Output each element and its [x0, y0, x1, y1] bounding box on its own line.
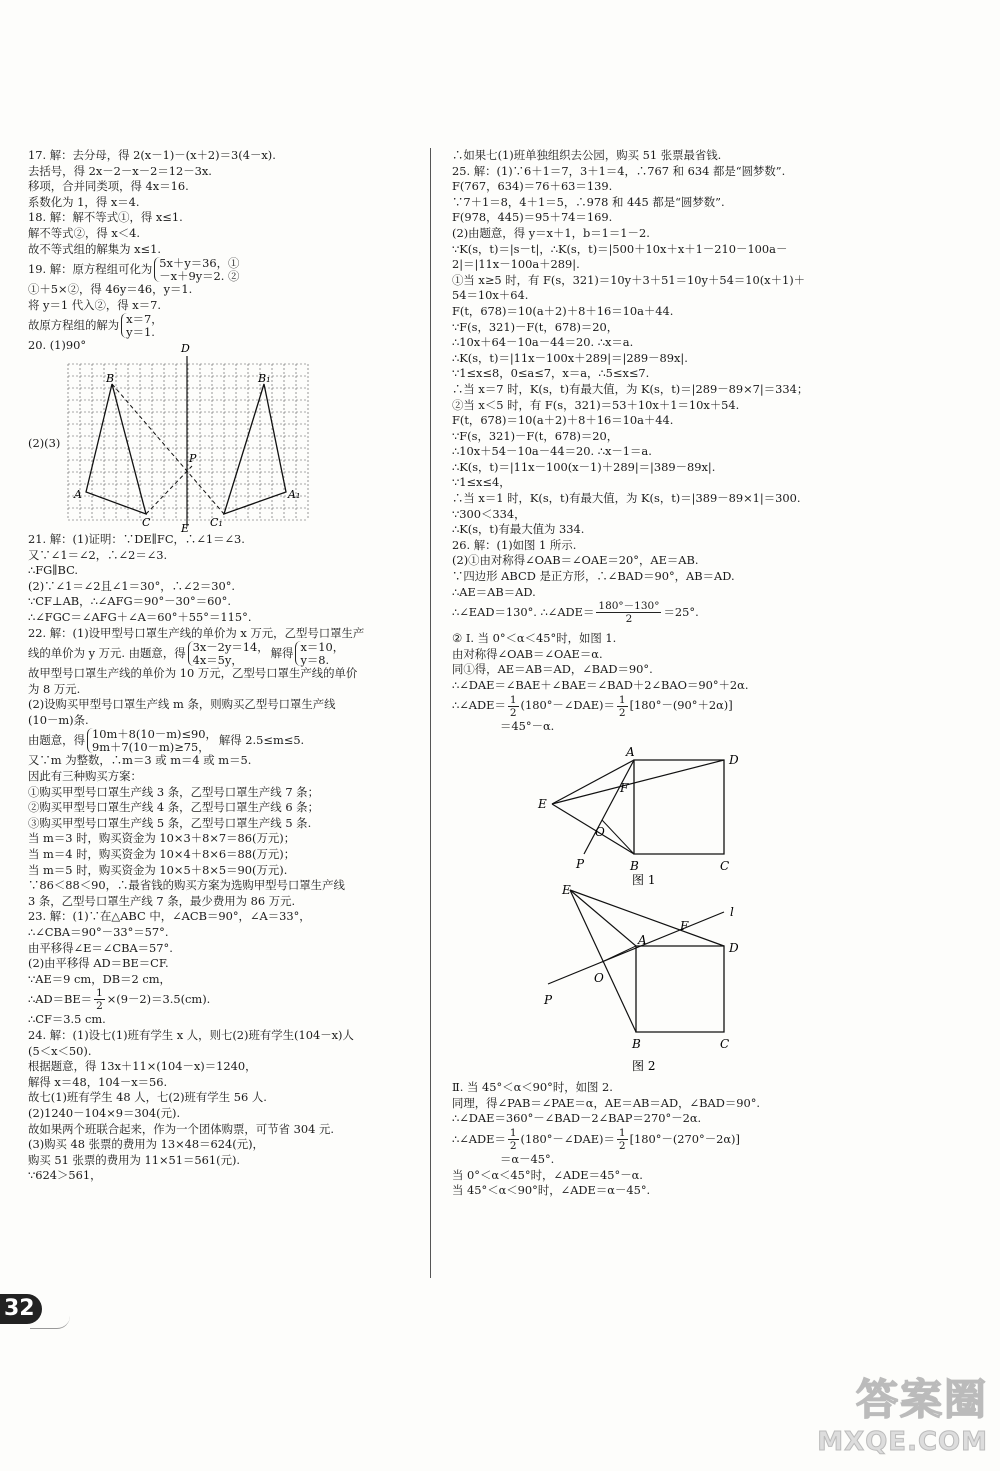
- watermark-title: 答案圈: [855, 1375, 988, 1424]
- q22-system2: [87, 728, 217, 753]
- figure-1: [452, 734, 842, 888]
- q22-system2-row: [28, 728, 428, 753]
- fig1-label-o: O: [595, 825, 605, 840]
- q19-sol-intro: 故原方程组的解为: [28, 318, 120, 333]
- fraction-denominator: 2: [625, 613, 633, 626]
- answer-line: ∵F(s，321)－F(t，678)＝20，: [452, 319, 619, 334]
- q24-line: 根据题意，得 13x＋11×(104－x)＝1240，: [28, 1059, 257, 1074]
- q23-line: ∵AE＝9 cm，DB＝2 cm，: [28, 971, 171, 986]
- q26-half-b: [617, 694, 628, 719]
- q26-fraction-row3: [452, 1127, 842, 1152]
- q22-line: ②购买甲型号口罩生产线 4 条，乙型号口罩生产线 6 条；: [28, 800, 319, 815]
- answer-line: ∵四边形 ABCD 是正方形，∴∠BAD＝90°，AB＝AD.: [452, 569, 735, 584]
- fig2-label-b: B: [632, 1037, 641, 1052]
- q22-eq2: 4x＝5y，: [192, 652, 243, 667]
- label-e: E: [181, 521, 190, 535]
- q24-line: 购买 51 张票的费用为 11×51＝561(元).: [28, 1152, 241, 1167]
- q22-eq1: 3x－2y＝14，: [192, 640, 269, 655]
- fig2-label-p: P: [544, 993, 553, 1008]
- answer-line: ∴K(s，t)＝|11x－100x＋289|＝|289－89x|.: [452, 350, 688, 365]
- q17-line: 移项，合并同类项，得 4x＝16.: [28, 179, 189, 194]
- label-a1: A₁: [288, 487, 301, 501]
- q26-line: 同①得，AE＝AB＝AD，∠BAD＝90°.: [452, 662, 653, 677]
- fraction-denominator: 2: [509, 706, 517, 719]
- q24-line: 故七(1)班有学生 48 人，七(2)班有学生 56 人.: [28, 1090, 267, 1105]
- q23-b-post: ×(9－2)＝3.5(cm).: [106, 992, 211, 1007]
- figure-2: [452, 884, 842, 1080]
- segment-ea: [570, 890, 636, 946]
- q18-block: [28, 210, 428, 257]
- q22-d-pre: 由题意，得: [28, 733, 85, 748]
- line-pa: [584, 760, 634, 854]
- label-b: B: [106, 371, 115, 385]
- q26-a-post: ＝25°.: [663, 604, 699, 619]
- q26-line: Ⅱ. 当 45°＜α＜90°时，如图 2.: [452, 1080, 613, 1095]
- q26-fraction-row2: [452, 694, 842, 719]
- fig2-label-l: l: [730, 905, 734, 920]
- q22-line: (2)设购买甲型号口罩生产线 m 条，则购买乙型号口罩生产线: [28, 697, 336, 712]
- page-number: 32: [4, 1296, 35, 1321]
- q19-solution: [121, 313, 162, 338]
- q22-line: 22. 解：(1)设甲型号口罩生产线的单价为 x 万元，乙型号口罩生产: [28, 625, 365, 640]
- fraction-denominator: 2: [509, 1139, 517, 1152]
- q22-pre: 线的单价为 y 万元. 由题意，得: [28, 645, 186, 660]
- q17-line: 去括号，得 2x－2－x－2＝12－3x.: [28, 163, 212, 178]
- q26-line: ∴∠DAE＝360°－∠BAD－2∠BAP＝270°－2α.: [452, 1111, 702, 1126]
- q22-line: (10－m)条.: [28, 712, 89, 727]
- fig2-label-c: C: [720, 1037, 730, 1052]
- answer-line: ∴当 x＝7 时，K(s，t)有最大值，为 K(s，t)＝|289－89×7|＝334；: [452, 381, 809, 396]
- segment-eb: [552, 804, 634, 854]
- q18-line: 故不等式组的解集为 x≤1.: [28, 241, 161, 256]
- answer-line: ∴10x＋54－10a－44＝20. ∴x－1＝a.: [452, 444, 652, 459]
- fraction-numerator: 180°－130°: [598, 600, 660, 613]
- q22-line: ③购买甲型号口罩生产线 5 条，乙型号口罩生产线 5 条.: [28, 815, 312, 830]
- q22-line: 因此有三种购买方案：: [28, 769, 142, 784]
- watermark: [788, 1367, 988, 1467]
- triangle-a1b1c1: [224, 384, 286, 514]
- q19-eq2: －x＋9y＝2. ②: [159, 268, 240, 283]
- q20-part1: 20. (1)90°: [28, 338, 87, 353]
- q22-system1: [188, 641, 269, 666]
- q19-sol-y: y＝1.: [126, 324, 155, 339]
- fraction-denominator: 2: [618, 706, 626, 719]
- label-c: C: [142, 515, 151, 529]
- q22-line: 又∵m 为整数，∴m＝3 或 m＝4 或 m＝5.: [28, 753, 252, 768]
- q21-line: 21. 解：(1)证明：∵DE∥FC，∴∠1＝∠3.: [28, 531, 245, 546]
- q22-line: 故甲型号口罩生产线的单价为 10 万元，乙型号口罩生产线的单价: [28, 666, 358, 681]
- square-abcd: [634, 760, 724, 854]
- q22-line: 当 m＝5 时，购买资金为 10×5＋8×5＝90(万元).: [28, 862, 288, 877]
- q26-e-mid: (180°－∠DAE)＝: [520, 1131, 615, 1146]
- segment-cp: [146, 466, 192, 514]
- page-number-tab: [0, 1290, 48, 1330]
- answer-line: F(t，678)＝10(a＋2)＋8＋16＝10a＋44.: [452, 413, 674, 428]
- q17-line: 17. 解：去分母，得 2(x－1)－(x＋2)＝3(4－x).: [28, 148, 276, 162]
- q19-system-row: [28, 257, 428, 282]
- q22-ineq1: 10m＋8(10－m)≤90，: [91, 727, 217, 742]
- fraction-numerator: 1: [96, 987, 103, 1000]
- fig2-label-f: F: [680, 919, 689, 934]
- q26-half-a: [508, 694, 519, 719]
- fig1-caption: 图 1: [632, 873, 656, 888]
- fraction-denominator: 2: [618, 1139, 626, 1152]
- fig2-label-e: E: [562, 883, 571, 898]
- segment-oa: [602, 946, 636, 962]
- q24-line: 故如果两个班联合起来，作为一个团体购票，可节省 304 元.: [28, 1121, 334, 1136]
- answer-line: 54＝10x＋64.: [452, 288, 529, 303]
- q20-grid-figure: [60, 341, 360, 535]
- answer-line: ∵1≤x≤8，0≤a≤7，x＝a，∴5≤x≤7.: [452, 366, 650, 381]
- q24-line: 24. 解：(1)设七(1)班有学生 x 人，则七(2)班有学生(104－x)人: [28, 1027, 354, 1042]
- answer-line: ②当 x＜5 时，有 F(s，321)＝53＋10x＋1＝10x＋54.: [452, 397, 740, 412]
- q26-line: 由对称得∠OAB＝∠OAE＝α.: [452, 646, 603, 661]
- q21-line: 又∵∠1＝∠2，∴∠2＝∠3.: [28, 547, 168, 562]
- fig1-label-p: P: [576, 857, 585, 872]
- q22-block: [28, 626, 428, 910]
- q22-line: 当 m＝4 时，购买资金为 10×4＋8×6＝88(万元)；: [28, 847, 296, 862]
- q22-d-post: 解得 2.5≤m≤5.: [218, 733, 305, 748]
- q19-solution-row: [28, 313, 428, 338]
- q22-system-row: [28, 641, 428, 666]
- q22-solution1: [295, 641, 344, 666]
- answer-line: ∵F(s，321)－F(t，678)＝20，: [452, 428, 619, 443]
- fig2-caption: 图 2: [632, 1059, 656, 1074]
- fig2-label-d: D: [729, 941, 739, 956]
- column-divider: [430, 148, 431, 1278]
- fraction-numerator: 1: [509, 1126, 517, 1139]
- q24-end-line: ∴如果七(1)班单独组织去公园，购买 51 张票最省钱.: [452, 148, 722, 162]
- q26-fraction1: [596, 600, 661, 625]
- q21-line: ∵CF⊥AB，∴∠AFG＝90°－30°＝60°.: [28, 594, 231, 609]
- q23-line: ∴CF＝3.5 cm.: [28, 1012, 106, 1027]
- segment-ed: [570, 890, 724, 946]
- q26-c-pre: ∴∠ADE＝: [452, 698, 506, 713]
- q24-line: ∵624＞561，: [28, 1168, 102, 1183]
- answer-line: F(978，445)＝95＋74＝169.: [452, 210, 613, 225]
- q19-block: [28, 257, 428, 338]
- answer-line: ∵K(s，t)＝|s－t|，∴K(s，t)＝|500＋10x＋x＋1－210－100a－: [452, 241, 788, 256]
- answer-line: ∴AE＝AB＝AD.: [452, 584, 536, 599]
- q22-line: ∵86＜88＜90，∴最省钱的购买方案为选购甲型号口罩生产线: [28, 878, 345, 893]
- q23-line: ∴∠CBA＝90°－33°＝57°.: [28, 925, 169, 939]
- q23-line: 23. 解：(1)∵在△ABC 中，∠ACB＝90°，∠A＝33°，: [28, 909, 311, 924]
- q24-block: [28, 1028, 428, 1184]
- q19-sol-x: x＝7，: [126, 312, 163, 327]
- q19-system: [154, 257, 239, 282]
- q26-line: 同理，得∠PAB＝∠PAE＝α，AE＝AB＝AD，∠BAD＝90°.: [452, 1095, 761, 1110]
- q19-intro: 19. 解：原方程组可化为: [28, 261, 153, 276]
- fig1-label-e: E: [538, 797, 547, 812]
- label-a: A: [74, 487, 82, 501]
- q26-line: 当 0°＜α＜45°时，∠ADE＝45°－α.: [452, 1167, 643, 1182]
- fraction-denominator: 2: [96, 1000, 103, 1013]
- label-p: P: [189, 451, 197, 465]
- answer-line: ∴K(s，t)＝|11x－100(x－1)＋289|＝|389－89x|.: [452, 459, 716, 474]
- fig2-label-a: A: [638, 933, 647, 948]
- left-column: [28, 148, 428, 1184]
- q20-part-label: (2)(3): [28, 435, 61, 450]
- q23-line: (2)由平移得 AD＝BE＝CF.: [28, 956, 169, 971]
- q24-line: 解得 x＝48，104－x＝56.: [28, 1074, 168, 1089]
- q24-line: (3)购买 48 张票的费用为 13×48＝624(元)，: [28, 1137, 264, 1152]
- q26-half-d: [617, 1127, 628, 1152]
- q17-block: [28, 148, 428, 210]
- right-column: [452, 148, 842, 1199]
- q26-c-post: [180°－(90°＋2α)]: [629, 698, 733, 713]
- fig1-label-c: C: [720, 859, 730, 874]
- label-d: D: [181, 341, 190, 355]
- q23-block: [28, 909, 428, 1028]
- q26-a-pre: ∴∠EAD＝130°. ∴∠ADE＝: [452, 604, 595, 619]
- answer-line: (2)①由对称得∠OAB＝∠OAE＝20°，AE＝AB.: [452, 553, 699, 568]
- label-b1: B₁: [258, 371, 271, 385]
- q22-sol-y: y＝8.: [300, 652, 330, 667]
- answer-line: (2)由题意，得 y＝x＋1，b＝1＝1－2.: [452, 225, 650, 240]
- fig1-label-b: B: [630, 859, 639, 874]
- q24-line: (5＜x＜50).: [28, 1043, 92, 1058]
- q22-line: ①购买甲型号口罩生产线 3 条，乙型号口罩生产线 7 条；: [28, 784, 319, 799]
- answer-line: ①当 x≥5 时，有 F(s，321)＝10y＋3＋51＝10y＋54＝10(x＋1)＋: [452, 272, 806, 287]
- answer-line: ∴当 x＝1 时，K(s，t)有最大值，为 K(s，t)＝|389－89×1|＝300.: [452, 491, 801, 506]
- fraction-numerator: 1: [618, 693, 626, 706]
- q21-line: ∴FG∥BC.: [28, 563, 79, 578]
- q23-fraction-row: [28, 987, 428, 1012]
- fig2-label-o: O: [594, 971, 604, 986]
- fig1-label-a: A: [626, 745, 635, 760]
- q17-line: 系数化为 1，得 x＝4.: [28, 194, 140, 209]
- q26-line: ② Ⅰ. 当 0°＜α＜45°时，如图 1.: [452, 631, 617, 646]
- q26-line: 当 45°＜α＜90°时，∠ADE＝α－45°.: [452, 1183, 651, 1198]
- answer-line: ∵300＜334，: [452, 506, 526, 521]
- q26-c-result: ＝45°－α.: [500, 718, 555, 733]
- q21-block: [28, 532, 428, 626]
- q19-line: 将 y＝1 代入②，得 x＝7.: [28, 297, 161, 312]
- label-c1: C₁: [210, 515, 223, 529]
- q26-e-post: [180°－(270°－2α)]: [629, 1131, 740, 1146]
- page-number-decoration: [30, 1316, 70, 1329]
- q23-line: 由平移得∠E＝∠CBA＝57°.: [28, 940, 173, 955]
- q22-line: 为 8 万元.: [28, 681, 81, 696]
- q22-mid: 解得: [270, 645, 294, 660]
- answer-line: 2|＝|11x－100a＋289|.: [452, 257, 580, 272]
- q21-line: (2)∵∠1＝∠2且∠1＝30°，∴∠2＝30°.: [28, 578, 236, 593]
- q22-ineq2: 9m＋7(10－m)≥75，: [91, 739, 210, 754]
- q22-line: 当 m＝3 时，购买资金为 10×3＋8×7＝86(万元)；: [28, 831, 296, 846]
- answer-line: 25. 解：(1)∵6＋1＝7，3＋1＝4，∴767 和 634 都是“圆梦数”.: [452, 163, 786, 178]
- q23-fraction: [94, 987, 105, 1012]
- q26-line: ∴∠DAE＝∠BAE＋∠BAE＝∠BAD＋2∠BAO＝90°＋2α.: [452, 678, 749, 692]
- q26-c-mid: (180°－∠DAE)＝: [520, 698, 615, 713]
- answer-line: F(t，678)＝10(a＋2)＋8＋16＝10a＋44.: [452, 303, 674, 318]
- answer-line: ∴10x＋64－10a－44＝20. ∴x＝a.: [452, 335, 634, 350]
- q26-fraction-row1: [452, 600, 842, 625]
- q26-e-pre: ∴∠ADE＝: [452, 1131, 506, 1146]
- q22-sol-x: x＝10，: [300, 640, 345, 655]
- answer-line: F(767，634)＝76＋63＝139.: [452, 179, 613, 194]
- q20-block: [28, 338, 428, 535]
- fraction-numerator: 1: [618, 1126, 626, 1139]
- q25-q26-lines: [452, 164, 842, 601]
- q18-line: 18. 解：解不等式①，得 x≤1.: [28, 210, 183, 225]
- q18-line: 解不等式②，得 x＜4.: [28, 225, 141, 240]
- q26-e-result: ＝α－45°.: [500, 1151, 555, 1166]
- answer-line: ∵7＋1＝8，4＋1＝5，∴978 和 445 都是“圆梦数”.: [452, 194, 725, 209]
- answer-line: 26. 解：(1)如图 1 所示.: [452, 537, 577, 552]
- q23-b-pre: ∴AD＝BE＝: [28, 992, 93, 1007]
- q26-half-c: [508, 1127, 519, 1152]
- fig1-label-d: D: [729, 753, 739, 768]
- fraction-numerator: 1: [509, 693, 517, 706]
- q22-line: 3 条，乙型号口罩生产线 7 条，最少费用为 86 万元.: [28, 893, 296, 908]
- answer-line: ∴K(s，t)有最大值为 334.: [452, 522, 585, 537]
- segment-ed: [552, 760, 724, 804]
- answer-line: ∵1≤x≤4，: [452, 475, 511, 490]
- q21-line: ∴∠FGC＝∠AFG＋∠A＝60°＋55°＝115°.: [28, 609, 252, 624]
- watermark-site: MXQE.COM: [817, 1427, 988, 1457]
- q24-line: (2)1240－104×9＝304(元).: [28, 1105, 181, 1120]
- q19-line: ①＋5×②，得 46y＝46，y＝1.: [28, 282, 193, 297]
- fig1-label-f: F: [620, 781, 629, 796]
- square-abcd: [636, 946, 724, 1032]
- q19-eq1: 5x＋y＝36，①: [159, 256, 240, 271]
